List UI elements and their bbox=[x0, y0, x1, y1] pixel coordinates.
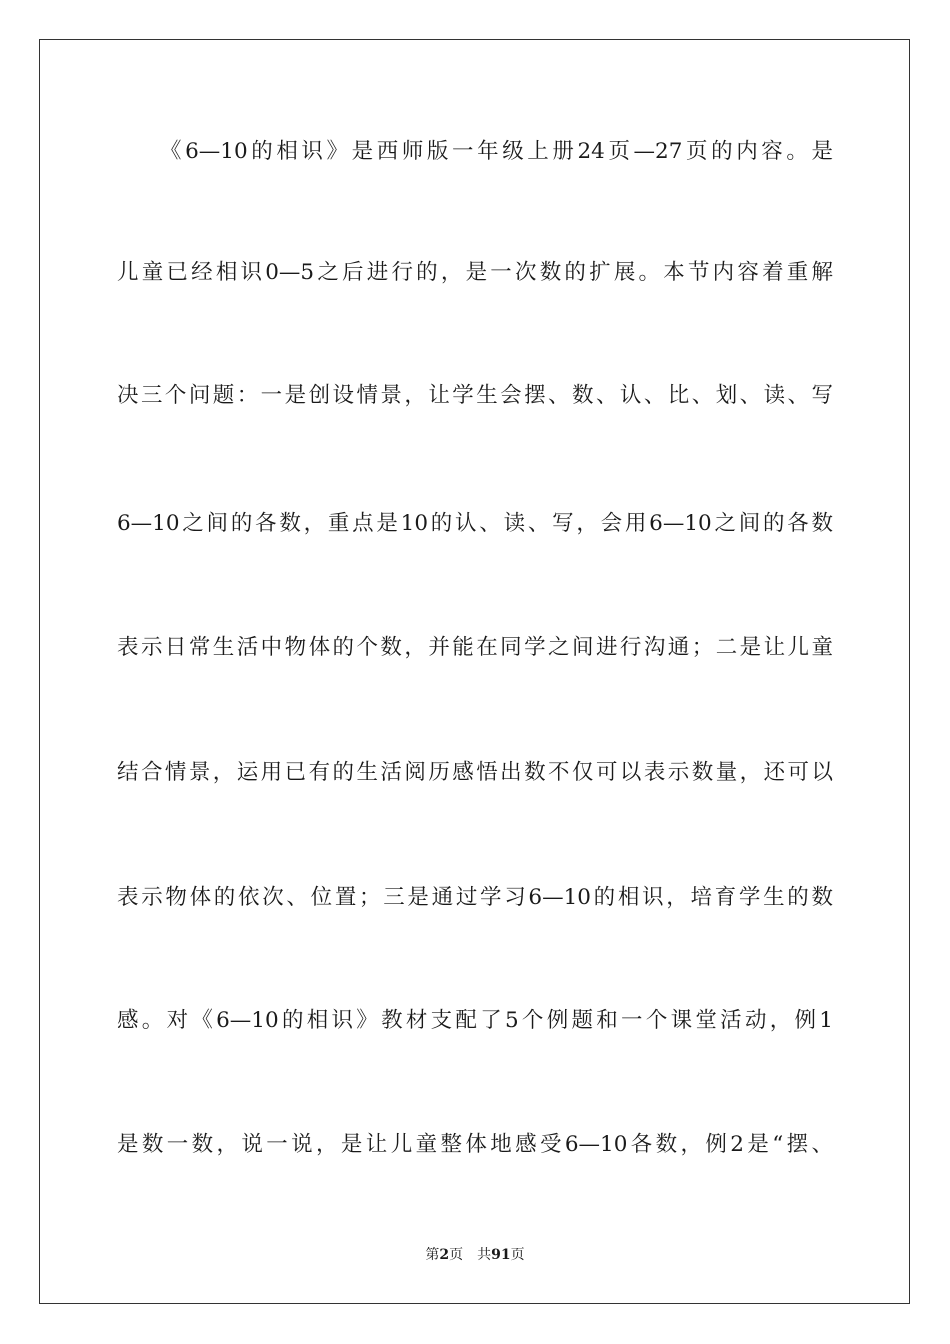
footer-page-suffix: 页 bbox=[449, 1247, 464, 1263]
paragraph-line-8: 感。对《6—10的相识》教材支配了5个例题和一个课堂活动，例1 bbox=[117, 1008, 833, 1033]
paragraph-line-3: 决三个问题：一是创设情景，让学生会摆、数、认、比、划、读、写 bbox=[117, 383, 833, 408]
page-footer bbox=[0, 1246, 950, 1264]
footer-total-prefix: 共 bbox=[477, 1247, 492, 1263]
paragraph-line-6: 结合情景，运用已有的生活阅历感悟出数不仅可以表示数量，还可以 bbox=[117, 760, 833, 785]
paragraph-line-2: 儿童已经相识0—5之后进行的，是一次数的扩展。本节内容着重解 bbox=[117, 260, 833, 285]
paragraph-line-9: 是数一数，说一说，是让儿童整体地感受6—10各数，例2是“摆、 bbox=[117, 1132, 833, 1157]
footer-page-prefix: 第 bbox=[425, 1247, 440, 1263]
footer-total-number: 91 bbox=[491, 1247, 511, 1263]
paragraph-line-7: 表示物体的依次、位置；三是通过学习6—10的相识，培育学生的数 bbox=[117, 885, 833, 910]
paragraph-line-4: 6—10之间的各数，重点是10的认、读、写，会用6—10之间的各数 bbox=[117, 511, 833, 536]
paragraph-line-5: 表示日常生活中物体的个数，并能在同学之间进行沟通；二是让儿童 bbox=[117, 635, 833, 660]
paragraph-line-1: 《6—10的相识》是西师版一年级上册24页—27页的内容。是 bbox=[160, 139, 833, 164]
page-border bbox=[39, 39, 910, 1304]
footer-page-number: 2 bbox=[439, 1247, 450, 1263]
footer-total-suffix: 页 bbox=[510, 1247, 525, 1263]
